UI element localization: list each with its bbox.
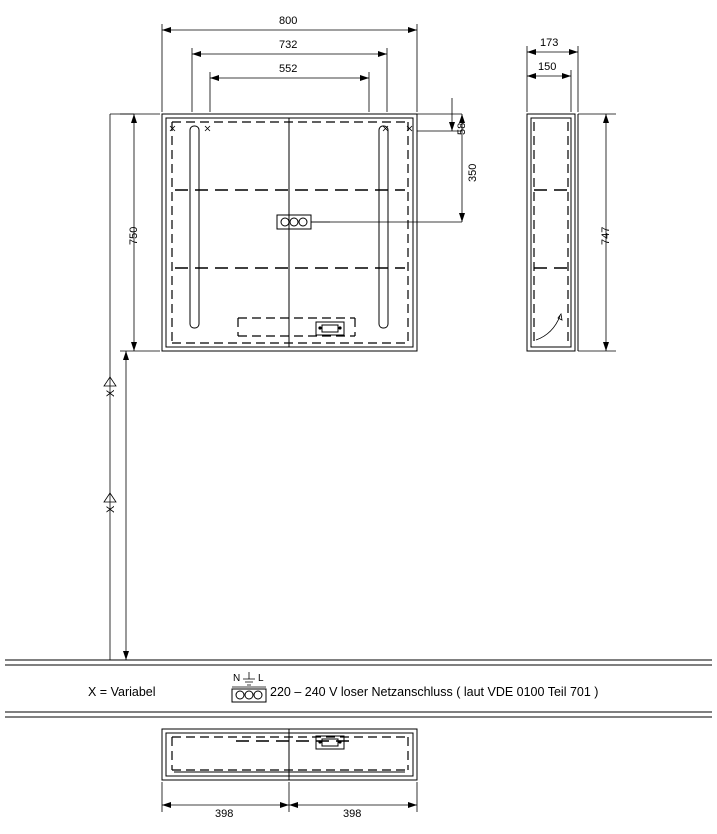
dim-label-150: 150: [538, 61, 557, 73]
dim-label-350: 350: [467, 163, 479, 182]
terminal-l-label: L: [258, 673, 264, 684]
dim-label-58: 58: [456, 122, 468, 135]
terminal-n-label: N: [233, 673, 241, 684]
dim-label-398-right: 398: [343, 808, 362, 820]
dim-label-800: 800: [279, 15, 298, 27]
variable-label-upper: X: [105, 389, 117, 397]
power-supply-note: 220 – 240 V loser Netzanschluss ( laut VDE 0100 Teil 701 ): [270, 685, 599, 699]
dim-label-732: 732: [279, 39, 298, 51]
dim-label-747: 747: [600, 226, 612, 245]
variable-legend-text: X = Variabel: [88, 685, 156, 699]
dim-label-552: 552: [279, 63, 298, 75]
variable-label-lower: X: [105, 505, 117, 513]
dim-label-173: 173: [540, 37, 559, 49]
dim-label-398-left: 398: [215, 808, 234, 820]
dim-label-750: 750: [128, 226, 140, 245]
